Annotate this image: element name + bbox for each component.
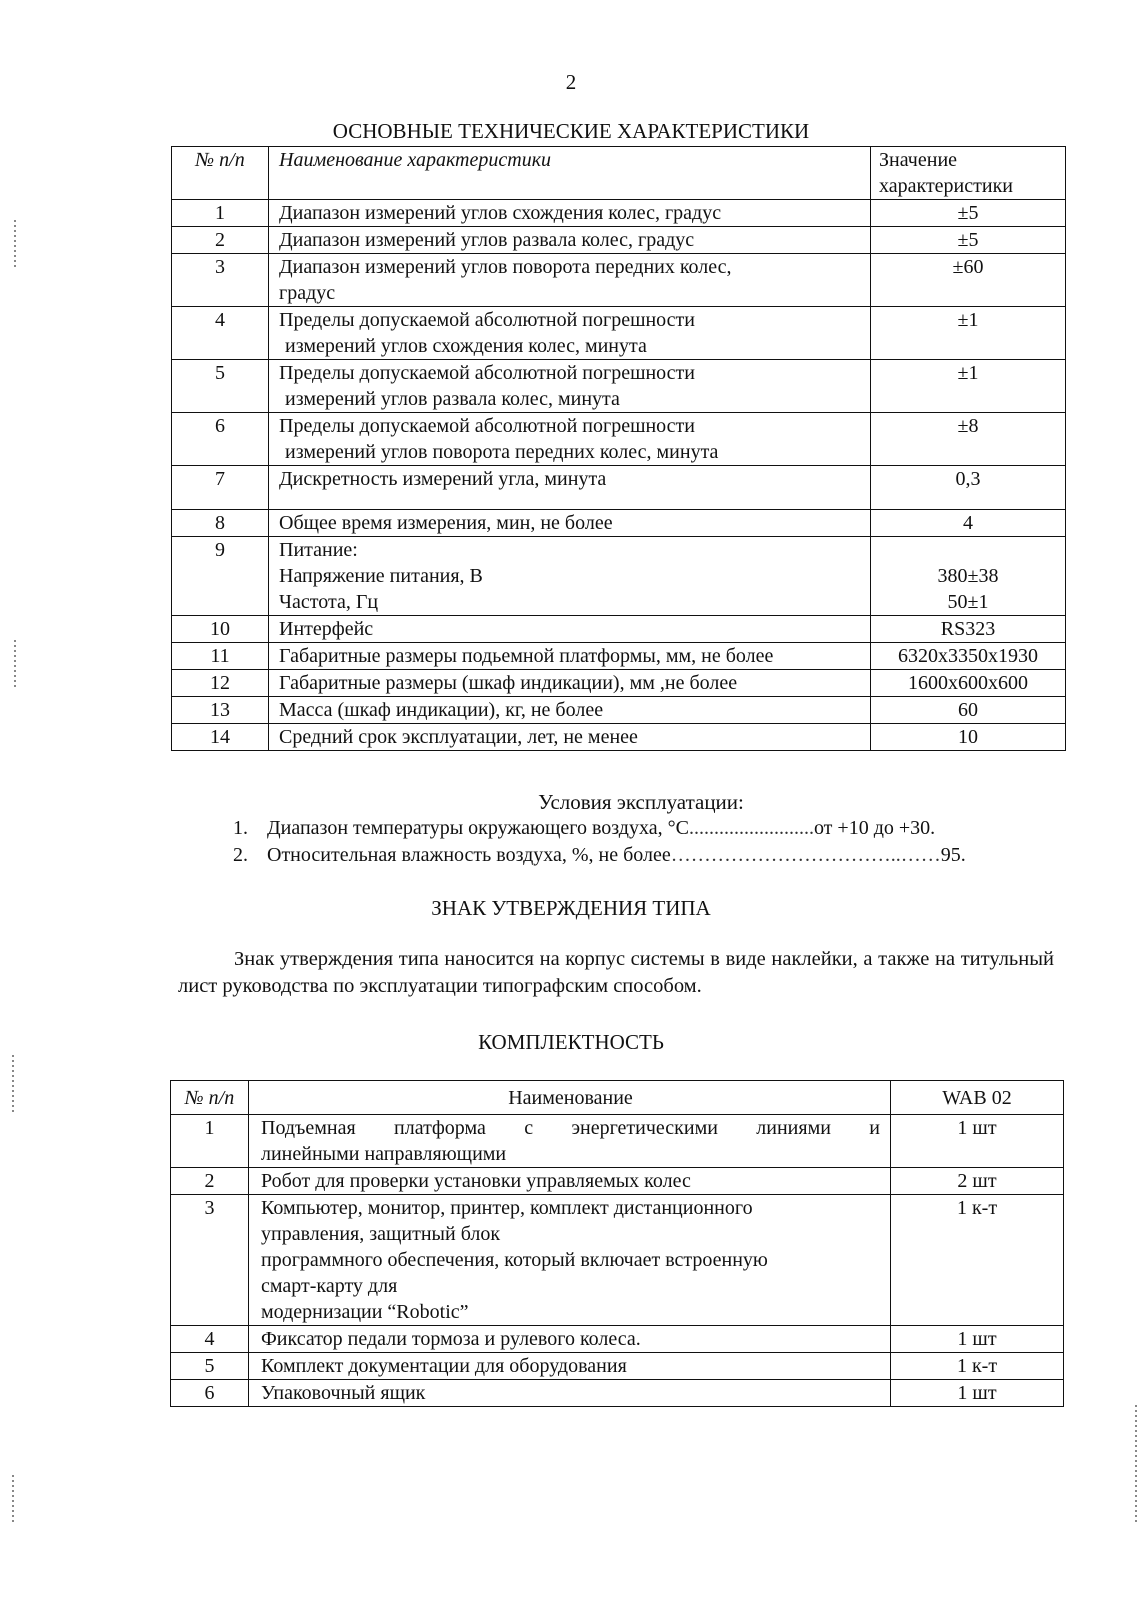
row-name [249,1353,891,1380]
tech-row [172,697,1066,724]
row-num: 2 [172,227,269,254]
row-value-line: 380±38 [937,565,999,587]
row-num: 11 [172,643,269,670]
row-name [269,697,871,724]
tech-row [172,227,1066,254]
row-name [269,616,871,643]
row-num: 7 [172,466,269,510]
condition-value: 95. [940,844,966,866]
row-name-line: смарт-карту для [261,1275,398,1297]
row-name-line: Диапазон измерений углов развала колес, градус [279,229,695,251]
row-name-line: Пределы допускаемой абсолютной погрешности [279,362,695,384]
row-num: 6 [171,1380,249,1407]
row-name-line: измерений углов схождения колес, минута [285,335,647,357]
row-name-line: Частота, Гц [279,591,379,613]
row-num: 10 [172,616,269,643]
header-num: № п/п [171,1081,249,1115]
tech-row [172,307,1066,360]
row-num: 4 [171,1326,249,1353]
row-num: 2 [171,1168,249,1195]
kit-row [171,1115,1064,1168]
row-name-line: Пределы допускаемой абсолютной погрешности [279,415,695,437]
row-name [249,1380,891,1407]
row-num: 12 [172,670,269,697]
condition-leader-dots: ……………………………..…… [670,844,941,866]
row-name-line: Компьютер, монитор, принтер, комплект дистанционного [261,1197,753,1219]
row-qty: 1 к-т [891,1353,1064,1380]
row-value: ±1 [871,360,1066,413]
row-name-line: градус [279,282,336,304]
row-name [249,1115,891,1168]
row-value: RS323 [871,616,1066,643]
header-name: Наименование [249,1081,891,1115]
row-name [269,537,871,616]
tech-row [172,724,1066,751]
row-name-line: модернизации “Robotic” [261,1301,469,1323]
kit-header-row [171,1081,1064,1115]
row-name-line: Подъемная платформа с энергетическими линиями и [261,1117,880,1139]
header-value-line: Значение [879,149,958,171]
condition-item [233,815,1053,842]
approval-title: ЗНАК УТВЕРЖДЕНИЯ ТИПА [431,896,711,920]
row-value-line: 50±1 [947,591,989,613]
condition-text-wrap [267,842,1053,869]
kit-table [170,1080,1064,1407]
header-num: № п/п [172,147,269,200]
row-value: 6320х3350х1930 [871,643,1066,670]
row-name-line: Дискретность измерений угла, минута [279,468,607,490]
row-value: 60 [871,697,1066,724]
row-name [269,254,871,307]
row-name-line: программного обеспечения, который включает встроенную [261,1249,768,1271]
condition-text: Относительная влажность воздуха, %, не более [267,844,671,866]
row-value: ±5 [871,200,1066,227]
scan-artifact [12,1475,14,1525]
scan-artifact [1135,1405,1137,1525]
header-value-line: характеристики [879,175,1014,197]
row-name [269,643,871,670]
tech-row [172,360,1066,413]
row-name [249,1195,891,1326]
row-name [249,1326,891,1353]
row-num: 6 [172,413,269,466]
tech-row [172,254,1066,307]
row-name [269,307,871,360]
row-name-line: Масса (шкаф индикации), кг, не более [279,699,604,721]
tech-header-row [172,147,1066,200]
row-num: 1 [171,1115,249,1168]
row-name-line: Габаритные размеры подьемной платформы, мм, не более [279,645,774,667]
row-num: 5 [172,360,269,413]
page-number: 2 [565,70,577,94]
kit-row [171,1168,1064,1195]
row-name-line: Комплект документации для оборудования [261,1355,627,1377]
conditions-list [233,815,1053,869]
row-name [269,413,871,466]
row-num: 4 [172,307,269,360]
row-name-line: Питание: [279,539,358,561]
row-num: 13 [172,697,269,724]
condition-leader-dots: ......................... [688,817,814,839]
tech-row [172,670,1066,697]
row-num: 8 [172,510,269,537]
condition-num: 2. [233,844,248,866]
row-value: 10 [871,724,1066,751]
scan-artifact [14,640,16,690]
tech-row [172,466,1066,510]
condition-value: от +10 до +30. [813,817,936,839]
row-num: 14 [172,724,269,751]
row-name-line: Интерфейс [279,618,374,640]
row-value-line [879,537,1057,563]
row-name [269,724,871,751]
row-name [269,510,871,537]
tech-specs-title: ОСНОВНЫЕ ТЕХНИЧЕСКИЕ ХАРАКТЕРИСТИКИ [332,119,810,143]
kit-row [171,1195,1064,1326]
row-name-line: Фиксатор педали тормоза и рулевого колеса. [261,1328,641,1350]
row-name-line: измерений углов поворота передних колес, минута [285,441,719,463]
row-value: 4 [871,510,1066,537]
row-value [871,537,1066,616]
header-name: Наименование характеристики [269,147,871,200]
row-num: 5 [171,1353,249,1380]
kit-title: КОМПЛЕКТНОСТЬ [478,1030,664,1054]
row-num: 9 [172,537,269,616]
row-qty: 1 шт [891,1380,1064,1407]
row-qty: 1 шт [891,1115,1064,1168]
condition-text: Диапазон температуры окружающего воздуха, °С [267,817,689,839]
tech-row [172,616,1066,643]
row-value: 0,3 [871,466,1066,510]
row-name [269,227,871,254]
row-value: 1600х600х600 [871,670,1066,697]
conditions-title: Условия эксплуатации: [538,790,744,814]
row-name-line: Пределы допускаемой абсолютной погрешности [279,309,695,331]
kit-row [171,1353,1064,1380]
row-name-line: управления, защитный блок [261,1223,501,1245]
row-name [269,200,871,227]
row-num: 3 [171,1195,249,1326]
condition-num: 1. [233,817,248,839]
row-name-line: Габаритные размеры (шкаф индикации), мм ,не более [279,672,738,694]
row-name-line: Средний срок эксплуатации, лет, не менее [279,726,638,748]
scan-artifact [12,1055,14,1115]
row-name-line: Робот для проверки установки управляемых колес [261,1170,691,1192]
tech-row [172,413,1066,466]
tech-specs-table [171,146,1066,751]
row-num: 1 [172,200,269,227]
row-name-line: линейными направляющими [261,1143,507,1165]
condition-text-wrap [267,815,1053,842]
tech-row [172,643,1066,670]
kit-row [171,1380,1064,1407]
approval-paragraph: Знак утверждения типа наносится на корпус системы в виде наклейки, а также на титульный лист руководства по эксплуатации типографским способом. [178,948,1054,997]
row-qty: 1 к-т [891,1195,1064,1326]
row-value: ±8 [871,413,1066,466]
row-name-line: Общее время измерения, мин, не более [279,512,613,534]
tech-row [172,200,1066,227]
row-name-line: Напряжение питания, В [279,565,483,587]
row-qty: 1 шт [891,1326,1064,1353]
tech-row [172,537,1066,616]
scan-artifact [14,220,16,270]
row-name [249,1168,891,1195]
row-name [269,466,871,510]
row-qty: 2 шт [891,1168,1064,1195]
row-value: ±1 [871,307,1066,360]
row-name-line: Диапазон измерений углов схождения колес, градус [279,202,722,224]
row-name-line: измерений углов развала колес, минута [285,388,620,410]
row-name-line: Диапазон измерений углов поворота передних колес, [279,256,732,278]
row-name [269,670,871,697]
header-value [871,147,1066,200]
row-num: 3 [172,254,269,307]
row-name-line: Упаковочный ящик [261,1382,426,1404]
row-name [269,360,871,413]
row-value: ±60 [871,254,1066,307]
tech-row [172,510,1066,537]
condition-item [233,842,1053,869]
row-value: ±5 [871,227,1066,254]
kit-row [171,1326,1064,1353]
header-qty: WAB 02 [891,1081,1064,1115]
